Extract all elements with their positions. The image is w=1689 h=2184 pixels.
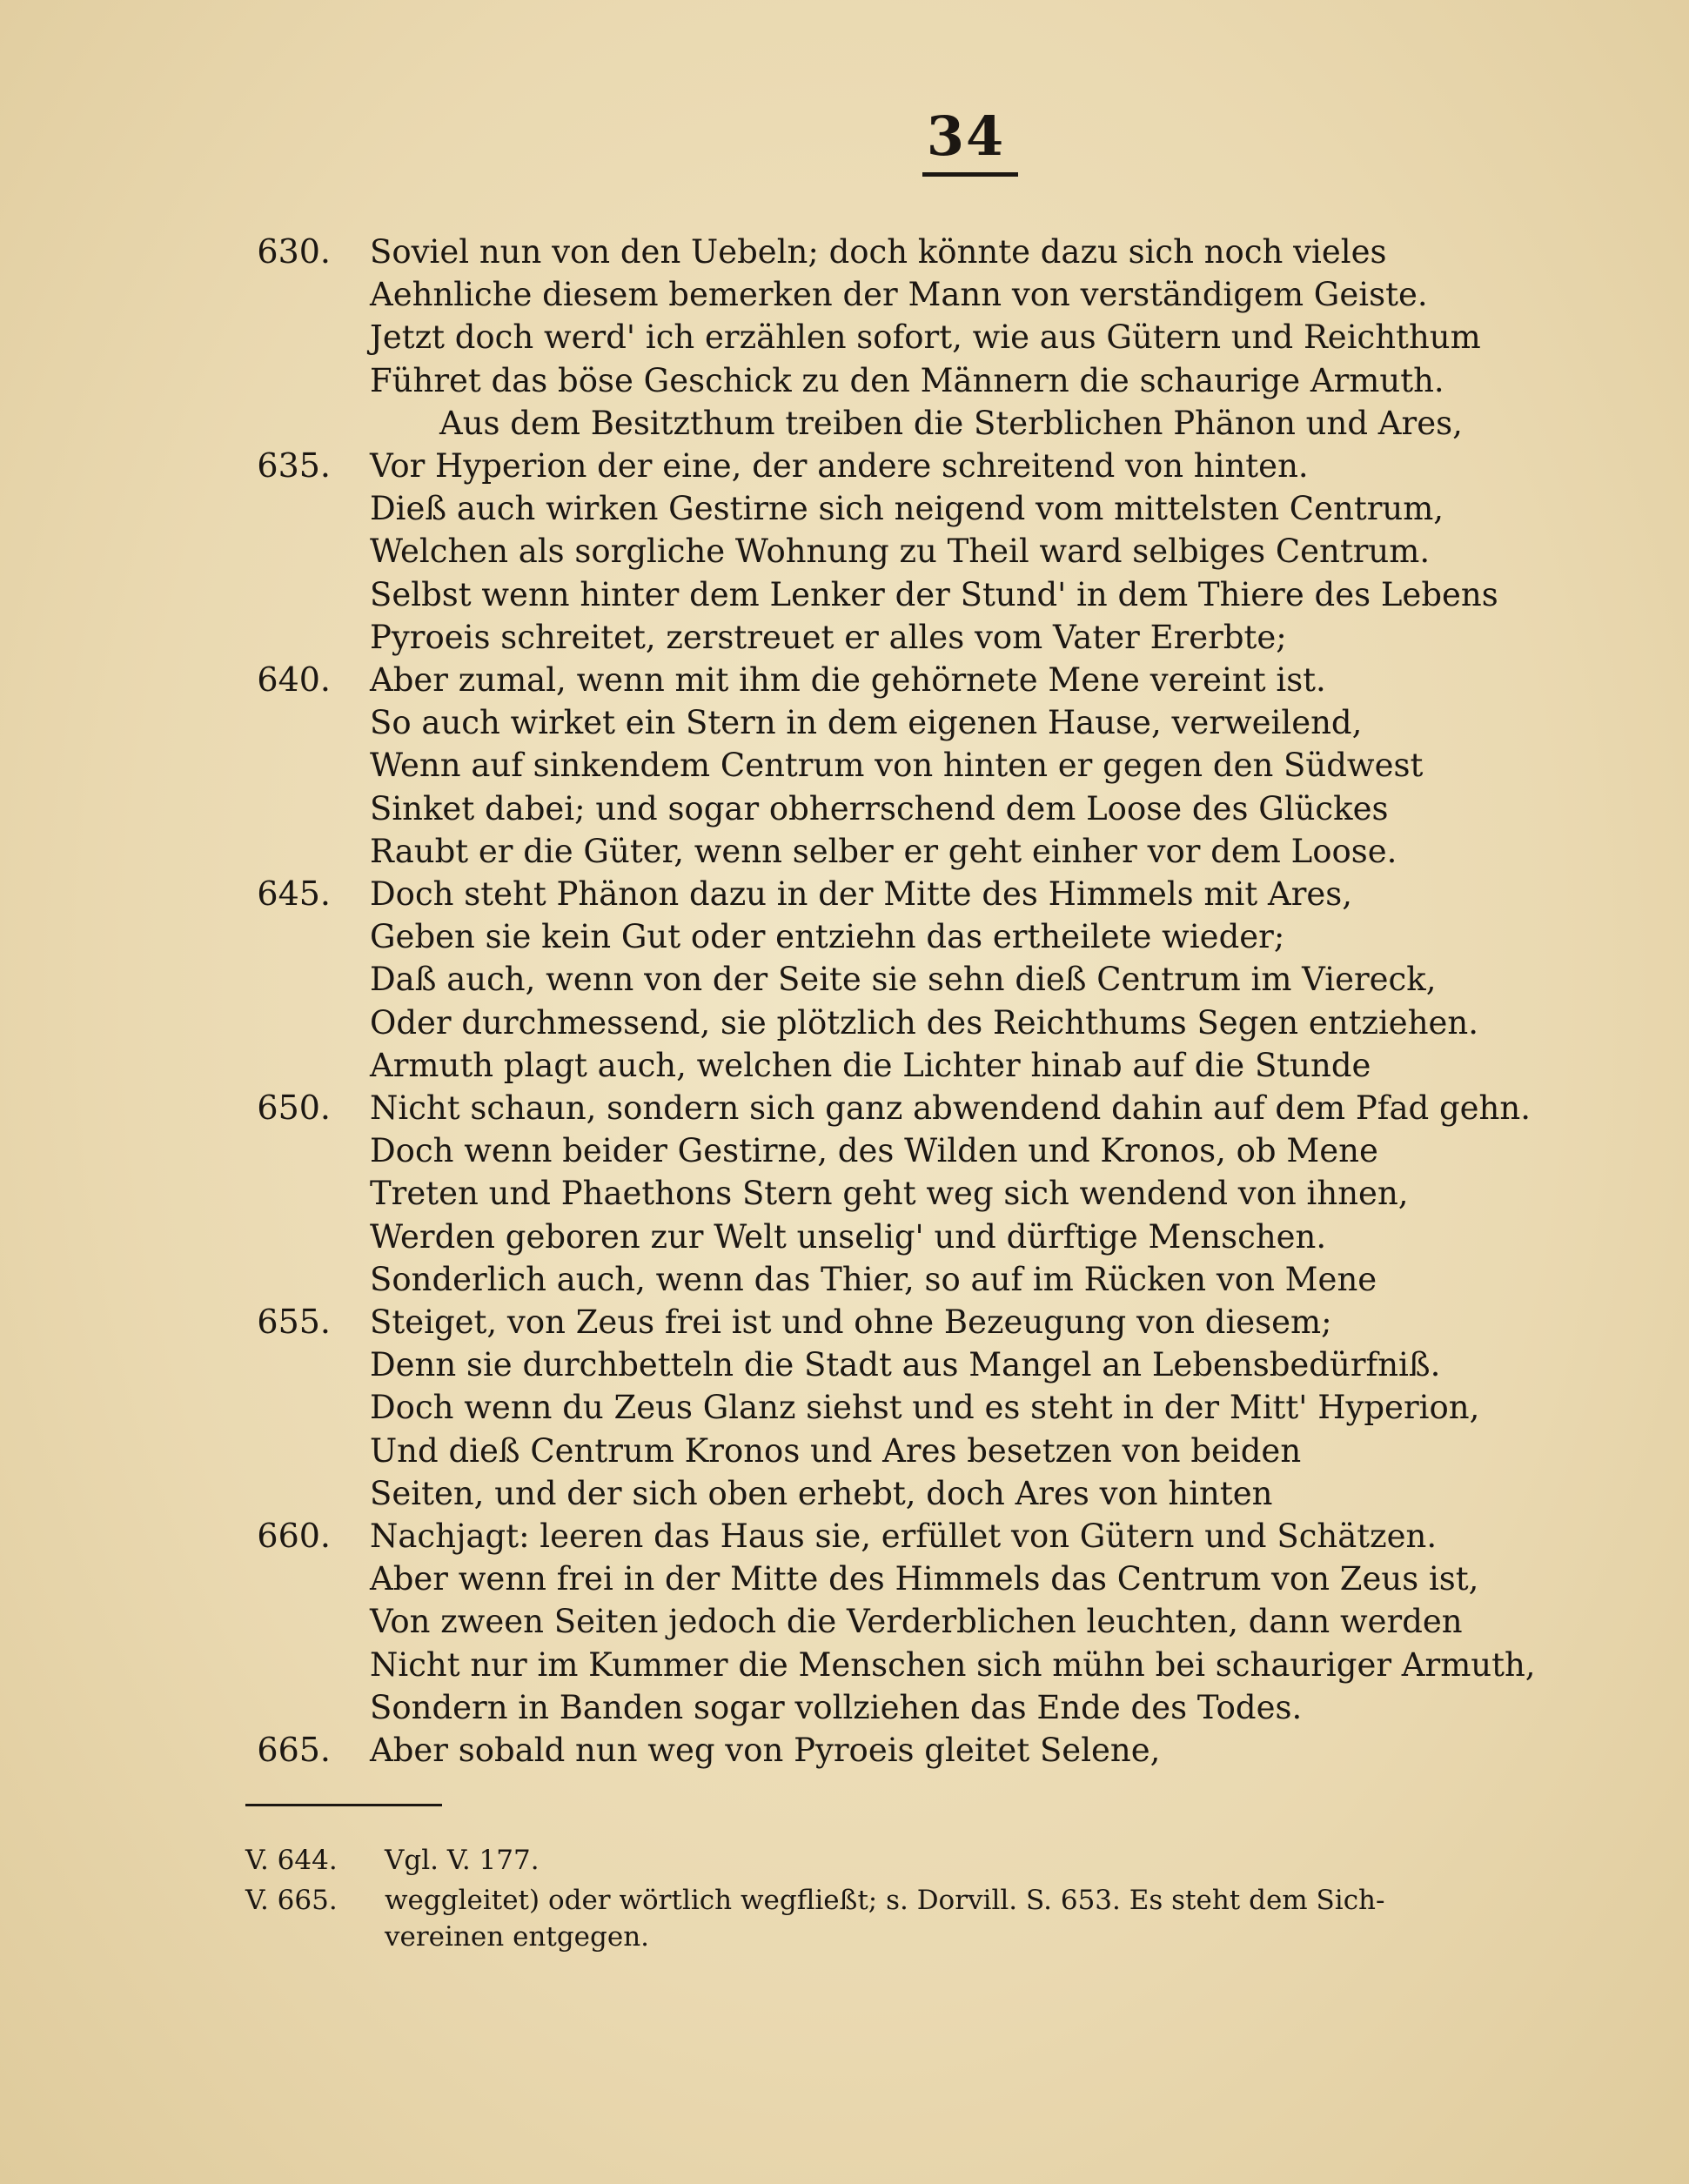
verse-text: Oder durchmessend, sie plötzlich des Reichthums Segen entziehen.	[370, 1003, 1479, 1042]
verse-text: Daß auch, wenn von der Seite sie sehn dieß Centrum im Viereck,	[370, 961, 1437, 999]
verse-text: Aber zumal, wenn mit ihm die gehörnete Mene vereint ist.	[370, 661, 1326, 699]
verse-number: 665.	[257, 1731, 331, 1769]
verse-line	[0, 273, 1689, 316]
footnote-text: vereinen entgegen.	[385, 1921, 650, 1953]
verse-line	[0, 830, 1689, 873]
verse-text: Aus dem Besitzthum treiben die Sterblichen Phänon und Ares,	[439, 404, 1463, 442]
verse-text: Soviel nun von den Uebeln; doch könnte dazu sich noch vieles	[370, 233, 1387, 271]
verse-line	[0, 402, 1689, 445]
verse-text: Jetzt doch werd' ich erzählen sofort, wie aus Gütern und Reichthum	[370, 318, 1481, 357]
verse-text: Sondern in Banden sogar vollziehen das Ende des Todes.	[370, 1688, 1303, 1726]
verse-text: Denn sie durchbetteln die Stadt aus Mangel an Lebensbedürfniß.	[370, 1346, 1441, 1384]
verse-line	[0, 445, 1689, 487]
verse-number: 630.	[257, 232, 331, 271]
verse-text: Armuth plagt auch, welchen die Lichter hinab auf die Stunde	[370, 1046, 1371, 1084]
verse-text: Von zween Seiten jedoch die Verderblichen leuchten, dann werden	[370, 1603, 1463, 1641]
footnote-ref: V. 644.	[245, 1845, 338, 1876]
verse-number: 655.	[257, 1303, 331, 1341]
verse-text: Und dieß Centrum Kronos und Ares besetzen von beiden	[370, 1431, 1302, 1470]
verse-line	[0, 1258, 1689, 1301]
footnote-text: weggleitet) oder wörtlich wegfließt; s. Dorvill. S. 653. Es steht dem Sich-	[385, 1885, 1385, 1916]
verse-line	[0, 1044, 1689, 1087]
verse-line	[0, 659, 1689, 701]
verse-line	[0, 1644, 1689, 1686]
verse-text: Doch steht Phänon dazu in der Mitte des Himmels mit Ares,	[370, 875, 1353, 913]
footnote	[245, 1882, 1672, 1919]
verse-text: So auch wirket ein Stern in dem eigenen Hause, verweilend,	[370, 704, 1363, 742]
verse-line	[0, 915, 1689, 958]
footnote-ref: V. 665.	[245, 1885, 338, 1916]
verse-text: Raubt er die Güter, wenn selber er geht einher vor dem Loose.	[370, 832, 1397, 870]
verse-text: Seiten, und der sich oben erhebt, doch Ares von hinten	[370, 1474, 1273, 1512]
verse-line	[0, 873, 1689, 915]
verse-text: Geben sie kein Gut oder entziehn das ertheilete wieder;	[370, 918, 1285, 956]
verse-line	[0, 787, 1689, 830]
verse-line	[0, 1600, 1689, 1643]
verse-line	[0, 530, 1689, 573]
verse-text: Nachjagt: leeren das Haus sie, erfüllet von Gütern und Schätzen.	[370, 1517, 1438, 1555]
verse-line	[0, 573, 1689, 616]
verse-text: Steiget, von Zeus frei ist und ohne Bezeugung von diesem;	[370, 1303, 1332, 1341]
verse-line	[0, 1129, 1689, 1172]
verse-text: Pyroeis schreitet, zerstreuet er alles vom Vater Ererbte;	[370, 618, 1287, 656]
verse-text: Dieß auch wirken Gestirne sich neigend vom mittelsten Centrum,	[370, 490, 1444, 528]
footnote-divider	[245, 1804, 442, 1806]
verse-number: 635.	[257, 446, 331, 485]
verse-text: Vor Hyperion der eine, der andere schreitend von hinten.	[370, 447, 1309, 485]
verse-number: 640.	[257, 660, 331, 699]
page-number-rule	[922, 172, 1018, 177]
verse-line	[0, 1343, 1689, 1386]
verse-line	[0, 616, 1689, 659]
verse-line	[0, 1087, 1689, 1129]
verse-line	[0, 1216, 1689, 1258]
footnote	[245, 1919, 1672, 1955]
verse-line	[0, 1172, 1689, 1215]
verse-number: 645.	[257, 874, 331, 913]
verse-line	[0, 1558, 1689, 1600]
verse-text: Aber wenn frei in der Mitte des Himmels das Centrum von Zeus ist,	[370, 1560, 1479, 1598]
page-number: 34	[926, 104, 1006, 168]
verse-line	[0, 487, 1689, 530]
verse-line	[0, 231, 1689, 273]
verse-text: Sonderlich auch, wenn das Thier, so auf im Rücken von Mene	[370, 1260, 1377, 1298]
verse-text: Selbst wenn hinter dem Lenker der Stund' in dem Thiere des Lebens	[370, 575, 1498, 613]
verse-line	[0, 1386, 1689, 1429]
verse-line	[0, 316, 1689, 358]
verse-text: Doch wenn du Zeus Glanz siehst und es steht in der Mitt' Hyperion,	[370, 1389, 1480, 1427]
verse-line	[0, 1515, 1689, 1558]
verse-text: Nicht nur im Kummer die Menschen sich mühn bei schauriger Armuth,	[370, 1645, 1536, 1684]
verse-line	[0, 1729, 1689, 1772]
verse-text: Sinket dabei; und sogar obherrschend dem Loose des Glückes	[370, 789, 1389, 827]
verse-text: Führet das böse Geschick zu den Männern die schaurige Armuth.	[370, 361, 1444, 399]
verse-line	[0, 1686, 1689, 1729]
verse-line	[0, 958, 1689, 1001]
verse-text: Werden geboren zur Welt unselig' und dürftige Menschen.	[370, 1217, 1327, 1256]
footnote-text: Vgl. V. 177.	[385, 1845, 540, 1876]
verse-line	[0, 1430, 1689, 1472]
verse-line	[0, 744, 1689, 787]
verse-line	[0, 701, 1689, 744]
verse-text: Treten und Phaethons Stern geht weg sich wendend von ihnen,	[370, 1175, 1409, 1213]
footnote	[245, 1842, 1672, 1879]
verse-text: Aber sobald nun weg von Pyroeis gleitet Selene,	[370, 1732, 1161, 1769]
verse-line	[0, 1472, 1689, 1515]
verse-text: Doch wenn beider Gestirne, des Wilden und Kronos, ob Mene	[370, 1132, 1378, 1170]
verse-text: Welchen als sorgliche Wohnung zu Theil ward selbiges Centrum.	[370, 533, 1431, 571]
verse-line	[0, 359, 1689, 402]
verse-number: 660.	[257, 1517, 331, 1555]
verse-text: Nicht schaun, sondern sich ganz abwendend dahin auf dem Pfad gehn.	[370, 1089, 1531, 1127]
verse-line	[0, 1301, 1689, 1343]
verse-number: 650.	[257, 1089, 331, 1127]
verse-text: Aehnliche diesem bemerken der Mann von verständigem Geiste.	[370, 276, 1428, 314]
verse-text: Wenn auf sinkendem Centrum von hinten er gegen den Südwest	[370, 747, 1424, 785]
verse-line	[0, 1002, 1689, 1044]
